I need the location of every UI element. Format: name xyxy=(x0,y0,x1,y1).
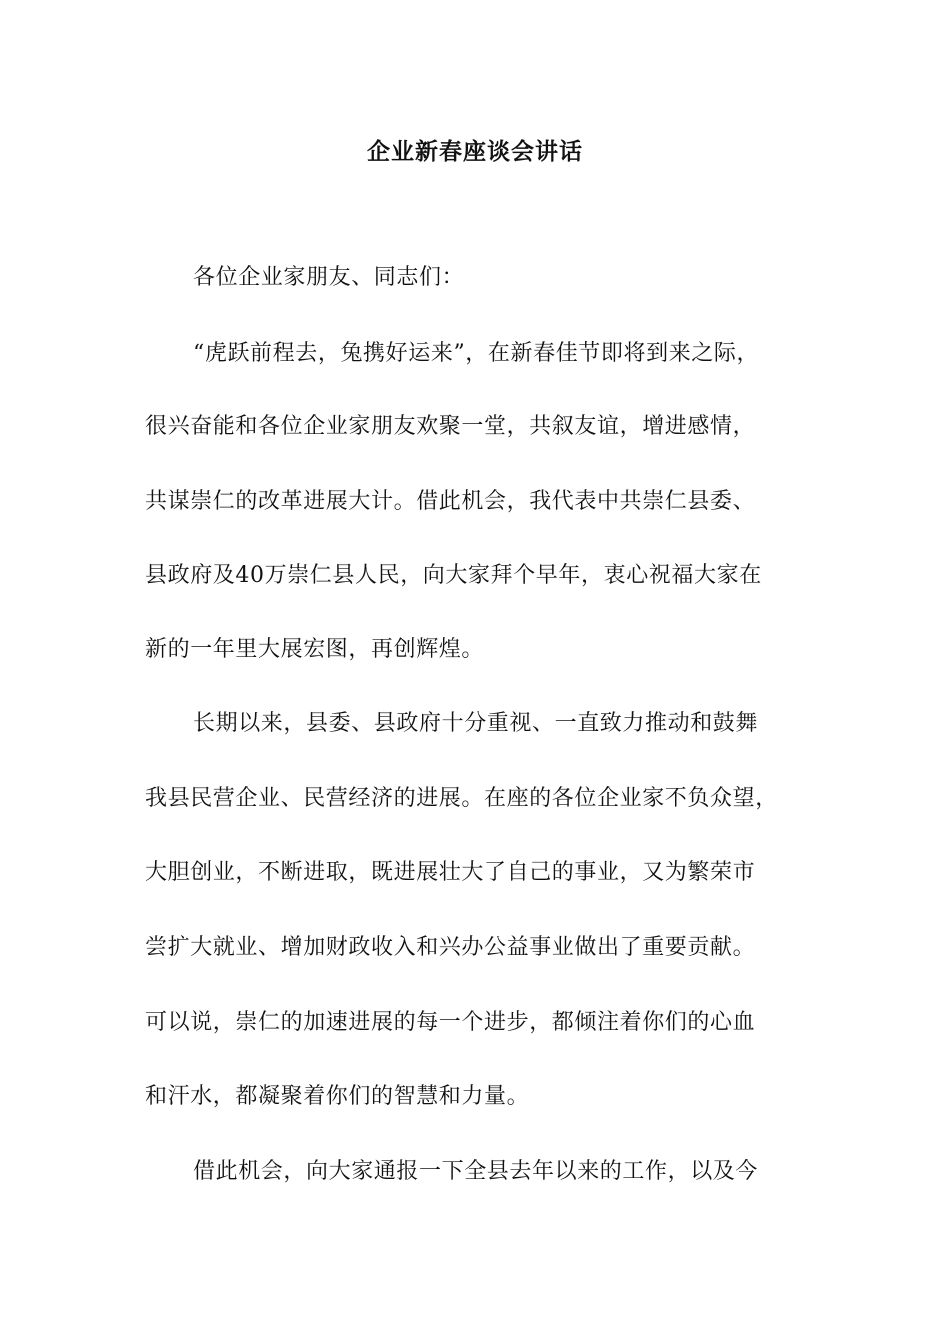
paragraph-2-line-1: 长期以来，县委、县政府十分重视、一直致力推动和鼓舞 xyxy=(193,711,759,736)
document-title: 企业新春座谈会讲话 xyxy=(367,138,583,165)
paragraph-1-line-1: “虎跃前程去，兔携好运来”，在新春佳节即将到来之际， xyxy=(193,341,760,366)
paragraph-2-line-6: 和汗水，都凝聚着你们的智慧和力量。 xyxy=(145,1084,530,1109)
paragraph-2-line-4: 尝扩大就业、增加财政收入和兴办公益事业做出了重要贡献。 xyxy=(145,935,756,960)
paragraph-1-line-2: 很兴奋能和各位企业家朋友欢聚一堂，共叙友谊，增进感情， xyxy=(145,414,756,439)
paragraph-2-line-5: 可以说，崇仁的加速进展的每一个进步，都倾注着你们的心血 xyxy=(145,1010,756,1035)
paragraph-1-line-5: 新的一年里大展宏图，再创辉煌。 xyxy=(145,637,485,662)
paragraph-2-line-3: 大胆创业，不断进取，既进展壮大了自己的事业，又为繁荣市 xyxy=(145,860,756,885)
paragraph-3-line-1: 借此机会，向大家通报一下全县去年以来的工作，以及今 xyxy=(193,1159,759,1184)
paragraph-2-line-2: 我县民营企业、民营经济的进展。在座的各位企业家不负众望， xyxy=(145,786,778,811)
paragraph-1-line-3: 共谋崇仁的改革进展大计。借此机会，我代表中共崇仁县委、 xyxy=(145,489,756,514)
paragraph-1-line-4: 县政府及40万崇仁县人民，向大家拜个早年，衷心祝福大家在 xyxy=(145,563,762,588)
salutation-line: 各位企业家朋友、同志们： xyxy=(193,265,465,290)
